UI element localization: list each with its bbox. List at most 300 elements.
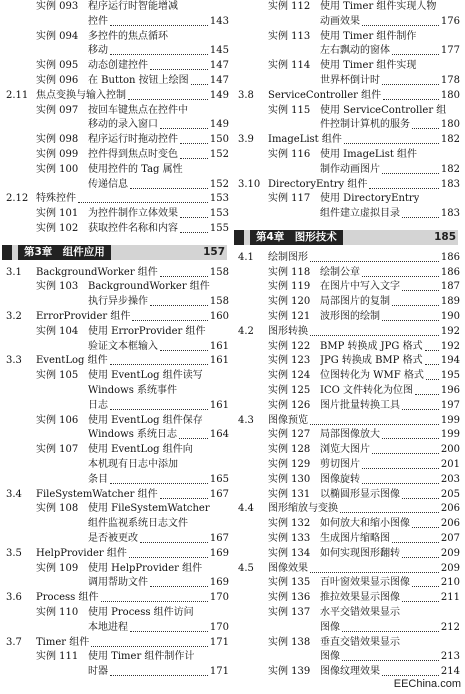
leader-dots	[402, 498, 439, 499]
page-number: 186	[440, 266, 460, 278]
entry-title: 绘制公章	[320, 266, 360, 278]
leader-dots	[150, 69, 208, 70]
entry-title: ErrorProvider 组件	[36, 311, 131, 322]
toc-continuation-line[interactable]	[0, 399, 229, 413]
toc-section-entry[interactable]	[232, 325, 460, 339]
toc-section-entry[interactable]	[232, 178, 460, 192]
leader-dots	[412, 128, 439, 129]
section-number: 3.2	[6, 311, 22, 322]
example-label: 实例 130	[268, 473, 311, 485]
entry-title: 使用 Timer 组件实现	[320, 60, 417, 72]
page-number: 169	[209, 547, 229, 559]
entry-title: 图像纹理效果	[320, 666, 380, 678]
entry-title: 图像	[320, 651, 340, 663]
leader-dots	[110, 25, 208, 26]
toc-example-entry[interactable]	[232, 340, 460, 354]
example-label: 实例 131	[268, 488, 311, 500]
entry-title: 图像效果	[268, 562, 308, 574]
toc-section-entry[interactable]	[0, 266, 229, 280]
page-number: 182	[440, 163, 460, 175]
entry-title: 水平交错效果显示	[320, 607, 400, 618]
page-number: 167	[209, 533, 229, 544]
entry-title: 动态创建控件	[88, 60, 148, 72]
page-number: 203	[440, 473, 460, 485]
section-number: 3.9	[238, 134, 254, 146]
example-label: 实例 129	[268, 459, 311, 470]
entry-title: 使用 Timer 组件实现人物	[320, 1, 437, 12]
example-label: 实例 123	[268, 355, 311, 367]
toc-example-entry[interactable]	[0, 59, 229, 73]
toc-example-entry[interactable]	[232, 606, 460, 620]
toc-example-entry[interactable]	[232, 192, 460, 206]
toc-example-entry[interactable]	[232, 384, 460, 398]
page-number: 147	[209, 75, 229, 86]
toc-example-entry[interactable]	[232, 547, 460, 561]
leader-dots	[110, 54, 208, 55]
leader-dots	[179, 438, 208, 439]
page-number: 200	[440, 444, 460, 456]
example-label: 实例 138	[268, 636, 311, 648]
toc-example-entry[interactable]	[0, 650, 229, 664]
page-number: 153	[209, 193, 229, 205]
page-number: 183	[440, 208, 460, 220]
leader-dots	[180, 158, 208, 159]
entry-title: DirectoryEntry 组件	[268, 178, 368, 190]
leader-dots	[110, 409, 208, 410]
page-number: 206	[440, 518, 460, 530]
toc-continuation-line[interactable]	[0, 473, 229, 487]
example-label: 实例 106	[36, 414, 79, 426]
example-label: 实例 115	[268, 104, 311, 116]
toc-section-entry[interactable]	[0, 192, 229, 206]
section-number: 2.11	[6, 89, 29, 101]
toc-continuation-line[interactable]	[232, 74, 460, 88]
entry-title: 移动	[88, 45, 108, 57]
toc-continuation-line[interactable]	[0, 428, 229, 442]
entry-title: 局部图像放大	[320, 429, 380, 441]
section-number: 3.6	[6, 592, 22, 604]
entry-title: 百叶窗效果显示图像	[320, 577, 410, 589]
leader-dots	[382, 84, 439, 85]
page-number: 180	[440, 89, 460, 101]
toc-section-entry[interactable]	[232, 89, 460, 103]
page-number: 165	[209, 473, 229, 485]
entry-title: 本地进程	[88, 621, 128, 633]
leader-dots	[180, 143, 208, 144]
example-label: 实例 109	[36, 562, 79, 574]
page-number: 169	[209, 577, 229, 589]
toc-section-entry[interactable]	[0, 547, 229, 561]
entry-title: 程序运行时智能增减	[88, 1, 178, 12]
section-number: 3.3	[6, 355, 22, 367]
toc-continuation-line[interactable]	[0, 458, 229, 472]
toc-continuation-line[interactable]	[0, 665, 229, 679]
page-number: 182	[440, 134, 460, 146]
toc-example-entry[interactable]	[0, 369, 229, 383]
entry-title: 使用 Timer 组件制作	[320, 30, 417, 42]
chapter-heading[interactable]	[2, 245, 227, 260]
entry-title: 图像	[320, 621, 340, 633]
example-label: 实例 114	[268, 60, 311, 72]
example-label: 实例 103	[36, 281, 79, 293]
leader-dots	[180, 217, 208, 218]
toc-section-entry[interactable]	[0, 488, 229, 502]
toc-continuation-line[interactable]	[0, 15, 229, 29]
toc-section-entry[interactable]	[0, 636, 229, 650]
entry-title: 图像预览	[268, 414, 308, 426]
leader-dots	[310, 261, 439, 262]
entry-title: ServiceController 组件	[268, 89, 382, 101]
entry-title: 使用 Timer 组件制作计	[88, 651, 195, 663]
toc-example-entry[interactable]	[232, 532, 460, 546]
entry-title: ImageList 组件	[268, 134, 342, 146]
toc-example-entry[interactable]	[0, 443, 229, 457]
example-label: 实例 104	[36, 325, 79, 337]
section-number: 3.7	[6, 636, 22, 648]
page-number: 194	[440, 355, 460, 367]
toc-example-entry[interactable]	[232, 458, 460, 472]
toc-example-entry[interactable]	[0, 104, 229, 118]
example-label: 实例 102	[36, 223, 79, 234]
page-number: 185	[434, 231, 456, 243]
leader-dots	[110, 364, 208, 365]
toc-example-entry[interactable]	[232, 636, 460, 650]
leader-dots	[101, 601, 208, 602]
toc-continuation-line[interactable]	[0, 576, 229, 590]
entry-title: 条目	[88, 473, 108, 485]
toc-continuation-line[interactable]	[0, 621, 229, 635]
toc-continuation-line[interactable]	[0, 532, 229, 546]
entry-title: 世界杯倒计时	[320, 75, 380, 86]
example-label: 实例 116	[268, 149, 311, 160]
entry-title: 动画效果	[320, 15, 360, 27]
leader-dots	[160, 276, 208, 277]
toc-example-entry[interactable]	[232, 295, 460, 309]
leader-dots	[362, 276, 439, 277]
toc-continuation-line[interactable]	[232, 163, 460, 177]
leader-dots	[382, 320, 439, 321]
toc-continuation-line[interactable]	[0, 178, 229, 192]
page-number: 197	[440, 399, 460, 411]
entry-title: 移动的录入窗口	[88, 119, 158, 131]
example-label: 实例 110	[36, 607, 79, 618]
entry-title: 绘制图形	[268, 251, 308, 263]
page-number: 178	[440, 75, 460, 86]
leader-dots	[340, 512, 439, 513]
toc-example-entry[interactable]	[232, 310, 460, 324]
entry-title: Process 组件	[36, 592, 99, 604]
toc-example-entry[interactable]	[232, 30, 460, 44]
toc-continuation-line[interactable]	[0, 44, 229, 58]
toc-example-entry[interactable]	[232, 59, 460, 73]
page-number: 212	[440, 621, 460, 633]
example-label: 实例 111	[36, 651, 79, 663]
page-number: 190	[440, 311, 460, 322]
example-label: 实例 125	[268, 385, 311, 396]
leader-dots	[402, 557, 439, 558]
page-number: 187	[440, 281, 460, 293]
toc-continuation-line[interactable]	[232, 118, 460, 132]
example-label: 实例 094	[36, 30, 79, 42]
page-number: 214	[440, 666, 460, 678]
toc-example-entry[interactable]	[0, 30, 229, 44]
entry-title: 使用 ImageList 组件	[320, 149, 418, 160]
section-number: 3.1	[6, 266, 22, 278]
toc-example-entry[interactable]	[232, 399, 460, 413]
toc-example-entry[interactable]	[0, 325, 229, 339]
entry-title: 是否被更改	[88, 533, 138, 544]
section-number: 4.1	[238, 251, 254, 263]
toc-section-entry[interactable]	[0, 310, 229, 324]
entry-title: 时器	[88, 666, 108, 678]
toc-example-entry[interactable]	[0, 74, 229, 88]
example-label: 实例 095	[36, 60, 79, 72]
entry-title: 验证文本框输入	[88, 340, 158, 352]
page-number: 206	[440, 503, 460, 515]
toc-example-entry[interactable]	[232, 443, 460, 457]
toc-continuation-line[interactable]	[0, 118, 229, 132]
toc-example-entry[interactable]	[232, 354, 460, 368]
entry-title: 控件得到焦点时变色	[88, 149, 178, 160]
entry-title: FileSystemWatcher 组件	[36, 488, 158, 500]
example-label: 实例 100	[36, 163, 79, 175]
chapter-title: 第3章 组件应用	[18, 245, 111, 260]
page-number: 177	[440, 45, 460, 57]
toc-section-entry[interactable]	[232, 251, 460, 265]
toc-example-entry[interactable]	[0, 502, 229, 516]
leader-dots	[402, 409, 439, 410]
section-number: 4.5	[238, 562, 254, 574]
toc-example-entry[interactable]	[232, 148, 460, 162]
entry-title: 使用控件的 Tag 属性	[88, 163, 183, 175]
page-number: 152	[209, 149, 229, 160]
entry-title: 图形转换	[268, 325, 308, 337]
leader-dots	[412, 527, 439, 528]
leader-dots	[160, 128, 208, 129]
page-number: 143	[209, 15, 229, 27]
page-number: 161	[209, 340, 229, 352]
toc-example-entry[interactable]	[232, 576, 460, 590]
toc-example-entry[interactable]	[0, 133, 229, 147]
entry-title: 局部图片的复制	[320, 296, 390, 308]
entry-title: 多控件的焦点循环	[88, 30, 168, 42]
page-number: 211	[440, 592, 460, 604]
entry-title: 图形缩放与变换	[268, 503, 338, 515]
page-number: 186	[440, 251, 460, 263]
entry-title: 图像旋转	[320, 473, 360, 485]
toc-section-entry[interactable]	[232, 414, 460, 428]
toc-example-entry[interactable]	[232, 591, 460, 605]
toc-example-entry[interactable]	[232, 428, 460, 442]
leader-dots	[160, 498, 208, 499]
example-label: 实例 133	[268, 533, 311, 544]
leader-dots	[180, 232, 208, 233]
page-number: 170	[209, 621, 229, 633]
leader-dots	[140, 542, 208, 543]
page-number: 192	[440, 325, 460, 337]
chapter-title: 第4章 图形技术	[250, 230, 343, 245]
entry-title: BackgroundWorker 组件	[36, 266, 158, 278]
leader-dots	[412, 586, 439, 587]
leader-dots	[383, 99, 439, 100]
toc-continuation-line[interactable]	[232, 207, 460, 221]
entry-title: 按回车键焦点在控件中	[88, 104, 188, 116]
leader-dots	[150, 586, 208, 587]
leader-dots	[392, 542, 439, 543]
leader-dots	[362, 468, 439, 469]
toc-continuation-line[interactable]	[232, 650, 460, 664]
toc-continuation-line[interactable]	[0, 517, 229, 531]
page-number: 189	[440, 296, 460, 308]
toc-continuation-line[interactable]	[232, 15, 460, 29]
toc-example-entry[interactable]	[232, 369, 460, 383]
watermark: EEChina.com	[393, 678, 461, 690]
leader-dots	[342, 660, 439, 661]
toc-continuation-line[interactable]	[0, 384, 229, 398]
toc-example-entry[interactable]	[0, 222, 229, 236]
example-label: 实例 107	[36, 444, 79, 456]
example-label: 实例 121	[268, 311, 311, 322]
page-number: 171	[209, 666, 229, 678]
example-label: 实例 096	[36, 75, 79, 86]
entry-title: JPG 转换成 BMP 格式	[320, 355, 423, 367]
example-label: 实例 120	[268, 296, 311, 308]
page-number: 195	[440, 370, 460, 382]
leader-dots	[129, 557, 208, 558]
page-number: 170	[209, 592, 229, 604]
toc-example-entry[interactable]	[232, 0, 460, 14]
entry-title: 浏览大图片	[320, 444, 370, 456]
example-label: 实例 124	[268, 370, 311, 382]
example-label: 实例 118	[268, 266, 311, 278]
toc-section-entry[interactable]	[0, 354, 229, 368]
example-label: 实例 098	[36, 134, 79, 146]
page-number: 213	[440, 651, 460, 663]
page-number: 201	[440, 459, 460, 470]
section-number: 4.4	[238, 503, 254, 515]
entry-title: 使用 EventLog 组件保存	[88, 414, 203, 426]
entry-title: ICO 文件转化为位图	[320, 385, 413, 396]
entry-title: 焦点变换与输入控制	[36, 89, 126, 101]
section-number: 3.4	[6, 488, 22, 500]
example-label: 实例 132	[268, 518, 311, 530]
toc-continuation-line[interactable]	[232, 44, 460, 58]
toc-section-entry[interactable]	[0, 89, 229, 103]
toc-continuation-line[interactable]	[232, 621, 460, 635]
section-number: 4.3	[238, 414, 254, 426]
page-number: 152	[209, 178, 229, 190]
example-label: 实例 135	[268, 577, 311, 589]
page-number: 199	[440, 429, 460, 441]
leader-dots	[382, 675, 439, 676]
entry-title: BMP 转换成 JPG 格式	[320, 340, 423, 352]
toc-example-entry[interactable]	[232, 473, 460, 487]
entry-title: 使用 EventLog 组件读写	[88, 370, 203, 382]
leader-dots	[362, 483, 439, 484]
page-number: 205	[440, 488, 460, 500]
toc-example-entry[interactable]	[0, 0, 229, 14]
toc-example-entry[interactable]	[0, 148, 229, 162]
toc-example-entry[interactable]	[232, 517, 460, 531]
toc-example-entry[interactable]	[232, 488, 460, 502]
entry-title: 波形图的绘制	[320, 311, 380, 322]
page-number: 167	[209, 488, 229, 500]
section-number: 3.10	[238, 178, 261, 190]
entry-title: 使用 ServiceController 组	[320, 104, 447, 116]
page-number: 161	[209, 355, 229, 367]
example-label: 实例 136	[268, 592, 311, 604]
example-label: 实例 113	[268, 30, 311, 42]
leader-dots	[130, 631, 208, 632]
entry-title: 制作动画图片	[320, 163, 380, 175]
toc-example-entry[interactable]	[0, 562, 229, 576]
toc-section-entry[interactable]	[232, 133, 460, 147]
page-number: 164	[209, 429, 229, 441]
entry-title: 使用 HelpProvider 组件	[88, 562, 203, 574]
example-label: 实例 122	[268, 340, 311, 352]
toc-example-entry[interactable]	[0, 414, 229, 428]
toc-example-entry[interactable]	[0, 606, 229, 620]
example-label: 实例 119	[268, 281, 311, 293]
section-number: 2.12	[6, 193, 29, 205]
example-label: 实例 112	[268, 1, 311, 12]
entry-title: 执行异步操作	[88, 296, 148, 308]
toc-example-entry[interactable]	[232, 280, 460, 294]
toc-section-entry[interactable]	[232, 562, 460, 576]
page-number: 145	[209, 45, 229, 57]
entry-title: 以椭圆形显示图像	[320, 488, 400, 500]
example-label: 实例 105	[36, 370, 79, 382]
toc-example-entry[interactable]	[232, 104, 460, 118]
example-label: 实例 126	[268, 399, 311, 411]
toc-continuation-line[interactable]	[0, 340, 229, 354]
leader-dots	[342, 631, 439, 632]
toc-example-entry[interactable]	[0, 280, 229, 294]
entry-title: 左右飘动的窗体	[320, 45, 390, 57]
toc-continuation-line[interactable]	[0, 295, 229, 309]
chapter-heading[interactable]	[234, 230, 458, 245]
entry-title: 使用 ErrorProvider 组件	[88, 325, 206, 337]
entry-title: 生成图片缩略图	[320, 533, 390, 544]
section-number: 3.8	[238, 89, 254, 101]
leader-dots	[110, 675, 208, 676]
entry-title: 剪切图片	[320, 459, 360, 470]
toc-example-entry[interactable]	[0, 163, 229, 177]
page-number: 199	[440, 414, 460, 426]
page-number: 149	[209, 89, 229, 101]
page-number: 192	[440, 340, 460, 352]
example-label: 实例 097	[36, 104, 79, 116]
entry-title: HelpProvider 组件	[36, 547, 127, 559]
toc-example-entry[interactable]	[0, 207, 229, 221]
entry-title: 程序运行时拖动控件	[88, 134, 178, 146]
leader-dots	[91, 646, 208, 647]
leader-dots	[310, 424, 439, 425]
toc-section-entry[interactable]	[232, 502, 460, 516]
toc-example-entry[interactable]	[232, 266, 460, 280]
page-number: 209	[440, 562, 460, 574]
entry-title: 组件建立虚拟目录	[320, 208, 400, 220]
leader-dots	[426, 379, 439, 380]
page-number: 155	[209, 223, 229, 234]
page-number: 176	[440, 15, 460, 27]
leader-dots	[130, 188, 208, 189]
entry-title: 垂直交错效果显示	[320, 636, 400, 648]
entry-title: EventLog 组件	[36, 355, 108, 367]
example-label: 实例 117	[268, 193, 311, 205]
toc-section-entry[interactable]	[0, 591, 229, 605]
page-number: 160	[209, 311, 229, 322]
